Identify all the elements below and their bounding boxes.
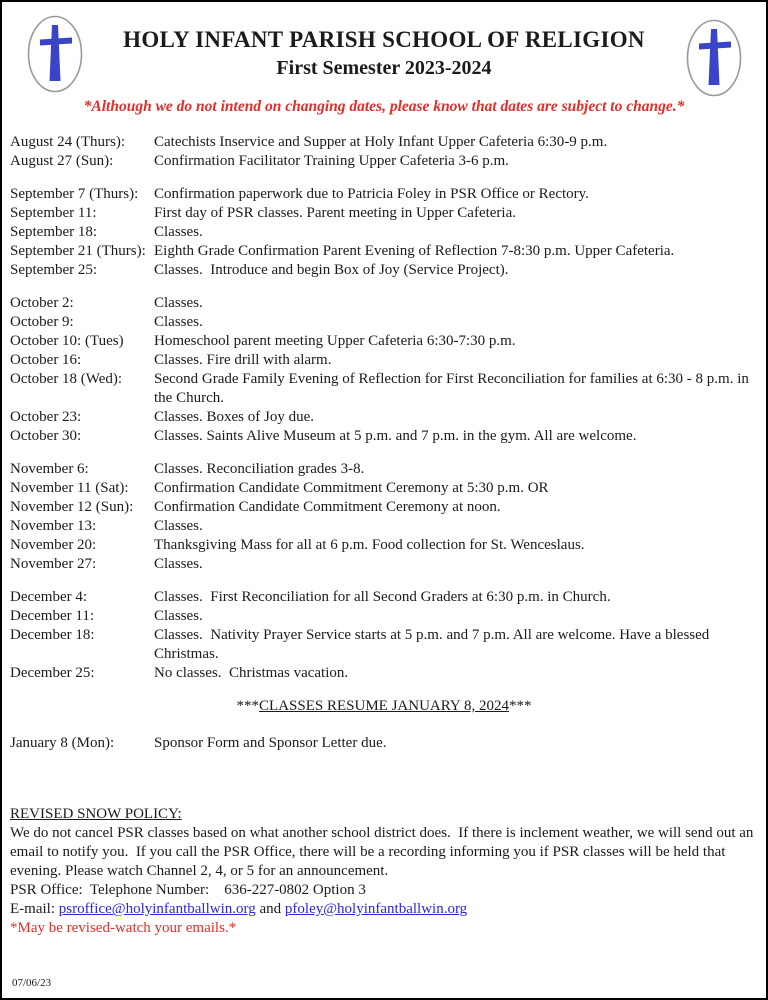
- event-date: November 13:: [10, 518, 97, 534]
- event-date: September 21 (Thurs):: [10, 243, 146, 259]
- event-date: October 30:: [10, 428, 82, 444]
- schedule-row: [10, 351, 758, 370]
- event-date: November 11 (Sat):: [10, 480, 129, 496]
- event-date: August 24 (Thurs):: [10, 134, 125, 150]
- event-description: Confirmation paperwork due to Patricia Foley in PSR Office or Rectory.: [154, 186, 589, 202]
- event-date: December 25:: [10, 665, 95, 681]
- resume-text: CLASSES RESUME JANUARY 8, 2024: [259, 698, 509, 714]
- event-date: September 7 (Thurs):: [10, 186, 139, 202]
- document-revision-date: 07/06/23: [12, 977, 52, 989]
- schedule-row: [10, 313, 758, 332]
- event-description: Confirmation Facilitator Training Upper Cafeteria 3-6 p.m.: [154, 153, 509, 169]
- resume-prefix: ***: [236, 698, 260, 714]
- event-description: First day of PSR classes. Parent meeting in Upper Cafeteria.: [154, 205, 517, 221]
- pfoley-email-link[interactable]: pfoley@holyinfantballwin.org: [284, 901, 468, 917]
- schedule-row: [10, 536, 758, 555]
- schedule-row: [10, 517, 758, 536]
- event-date: September 25:: [10, 262, 98, 278]
- event-date: October 16:: [10, 352, 82, 368]
- dates-disclaimer: *Although we do not intend on changing dates, please know that dates are subject to change.*: [83, 98, 685, 115]
- event-description: Second Grade Family Evening of Reflection for First Reconciliation for families at 6:30 - 8 p.m. in the Church.: [154, 371, 753, 406]
- schedule-list: [10, 133, 758, 683]
- schedule-row: [10, 607, 758, 626]
- schedule-group: [10, 460, 758, 574]
- event-description: Eighth Grade Confirmation Parent Evening of Reflection 7-8:30 p.m. Upper Cafeteria.: [154, 243, 675, 259]
- event-description: Classes. Reconciliation grades 3-8.: [154, 461, 365, 477]
- schedule-row: [10, 626, 758, 664]
- schedule-row: [10, 223, 758, 242]
- event-date: September 18:: [10, 224, 98, 240]
- revision-warning: *May be revised-watch your emails.*: [10, 920, 237, 936]
- event-date: October 23:: [10, 409, 82, 425]
- event-date: September 11:: [10, 205, 97, 221]
- event-date: October 10: (Tues): [10, 333, 124, 349]
- cross-icon: [27, 15, 83, 93]
- event-description: Classes. Nativity Prayer Service starts at 5 p.m. and 7 p.m. All are welcome. Have a blessed Christmas.: [154, 627, 714, 662]
- event-description: Classes. First Reconciliation for all Second Graders at 6:30 p.m. in Church.: [154, 589, 611, 605]
- event-date: December 4:: [10, 589, 88, 605]
- snow-policy-section: [10, 805, 758, 938]
- email-label: E-mail:: [10, 901, 59, 917]
- event-date: August 27 (Sun):: [10, 153, 114, 169]
- event-description: Classes.: [154, 314, 203, 330]
- event-description: Confirmation Candidate Commitment Ceremony at noon.: [154, 499, 501, 515]
- schedule-row: [10, 332, 758, 351]
- schedule-group: [10, 588, 758, 683]
- snow-policy-heading: REVISED SNOW POLICY:: [10, 806, 182, 822]
- event-date: December 11:: [10, 608, 94, 624]
- schedule-row-january: [10, 734, 758, 753]
- event-date: October 2:: [10, 295, 74, 311]
- event-description: Classes.: [154, 224, 203, 240]
- schedule-row: [10, 427, 758, 446]
- cross-icon: [686, 19, 742, 97]
- event-description: Classes. Fire drill with alarm.: [154, 352, 332, 368]
- schedule-group: [10, 133, 758, 171]
- event-date: November 20:: [10, 537, 97, 553]
- schedule-row: [10, 664, 758, 683]
- document-header: [2, 2, 766, 116]
- event-description: Classes. Introduce and begin Box of Joy (Service Project).: [154, 262, 509, 278]
- page-subtitle: First Semester 2023-2024: [276, 57, 492, 79]
- classes-resume-notice: [2, 697, 766, 716]
- snow-policy-body: We do not cancel PSR classes based on what another school district does. If there is inclement weather, we will send out an email to notify you. If you call the PSR Office, there will be a recording informing you if PSR classes will be held that evening. Please watch Channel 2, 4, or 5 for an announcement.: [10, 825, 758, 879]
- schedule-row: [10, 261, 758, 280]
- schedule-row: [10, 498, 758, 517]
- event-date: November 27:: [10, 556, 97, 572]
- schedule-row: [10, 555, 758, 574]
- schedule-row: [10, 185, 758, 204]
- event-date: October 18 (Wed):: [10, 371, 123, 387]
- event-date: October 9:: [10, 314, 74, 330]
- event-description: Sponsor Form and Sponsor Letter due.: [154, 735, 387, 751]
- event-description: Thanksgiving Mass for all at 6 p.m. Food collection for St. Wenceslaus.: [154, 537, 585, 553]
- schedule-row: [10, 133, 758, 152]
- email-line: [10, 900, 758, 919]
- psr-office-phone: PSR Office: Telephone Number: 636-227-0802 Option 3: [10, 882, 366, 898]
- schedule-group: [10, 185, 758, 280]
- schedule-row: [10, 408, 758, 427]
- page-title: HOLY INFANT PARISH SCHOOL OF RELIGION: [123, 27, 645, 52]
- schedule-row: [10, 479, 758, 498]
- schedule-row: [10, 152, 758, 171]
- schedule-row: [10, 294, 758, 313]
- schedule-row: [10, 460, 758, 479]
- event-date: January 8 (Mon):: [10, 735, 115, 751]
- resume-suffix: ***: [508, 698, 532, 714]
- event-description: Classes.: [154, 556, 203, 572]
- schedule-group: [10, 294, 758, 446]
- event-description: Confirmation Candidate Commitment Ceremony at 5:30 p.m. OR: [154, 480, 549, 496]
- email-separator: and: [255, 901, 285, 917]
- event-description: Classes. Saints Alive Museum at 5 p.m. and 7 p.m. in the gym. All are welcome.: [154, 428, 637, 444]
- schedule-row: [10, 588, 758, 607]
- event-description: Classes.: [154, 295, 203, 311]
- event-description: Classes.: [154, 608, 203, 624]
- event-description: Classes.: [154, 518, 203, 534]
- schedule-row: [10, 204, 758, 223]
- event-date: November 12 (Sun):: [10, 499, 134, 515]
- psroffice-email-link[interactable]: psroffice@holyinfantballwin.org: [58, 901, 256, 917]
- event-description: Catechists Inservice and Supper at Holy Infant Upper Cafeteria 6:30-9 p.m.: [154, 134, 608, 150]
- event-description: Classes. Boxes of Joy due.: [154, 409, 314, 425]
- event-description: Homeschool parent meeting Upper Cafeteria 6:30-7:30 p.m.: [154, 333, 516, 349]
- event-date: November 6:: [10, 461, 89, 477]
- event-date: December 18:: [10, 627, 95, 643]
- schedule-row: [10, 370, 758, 408]
- event-description: No classes. Christmas vacation.: [154, 665, 349, 681]
- schedule-row: [10, 242, 758, 261]
